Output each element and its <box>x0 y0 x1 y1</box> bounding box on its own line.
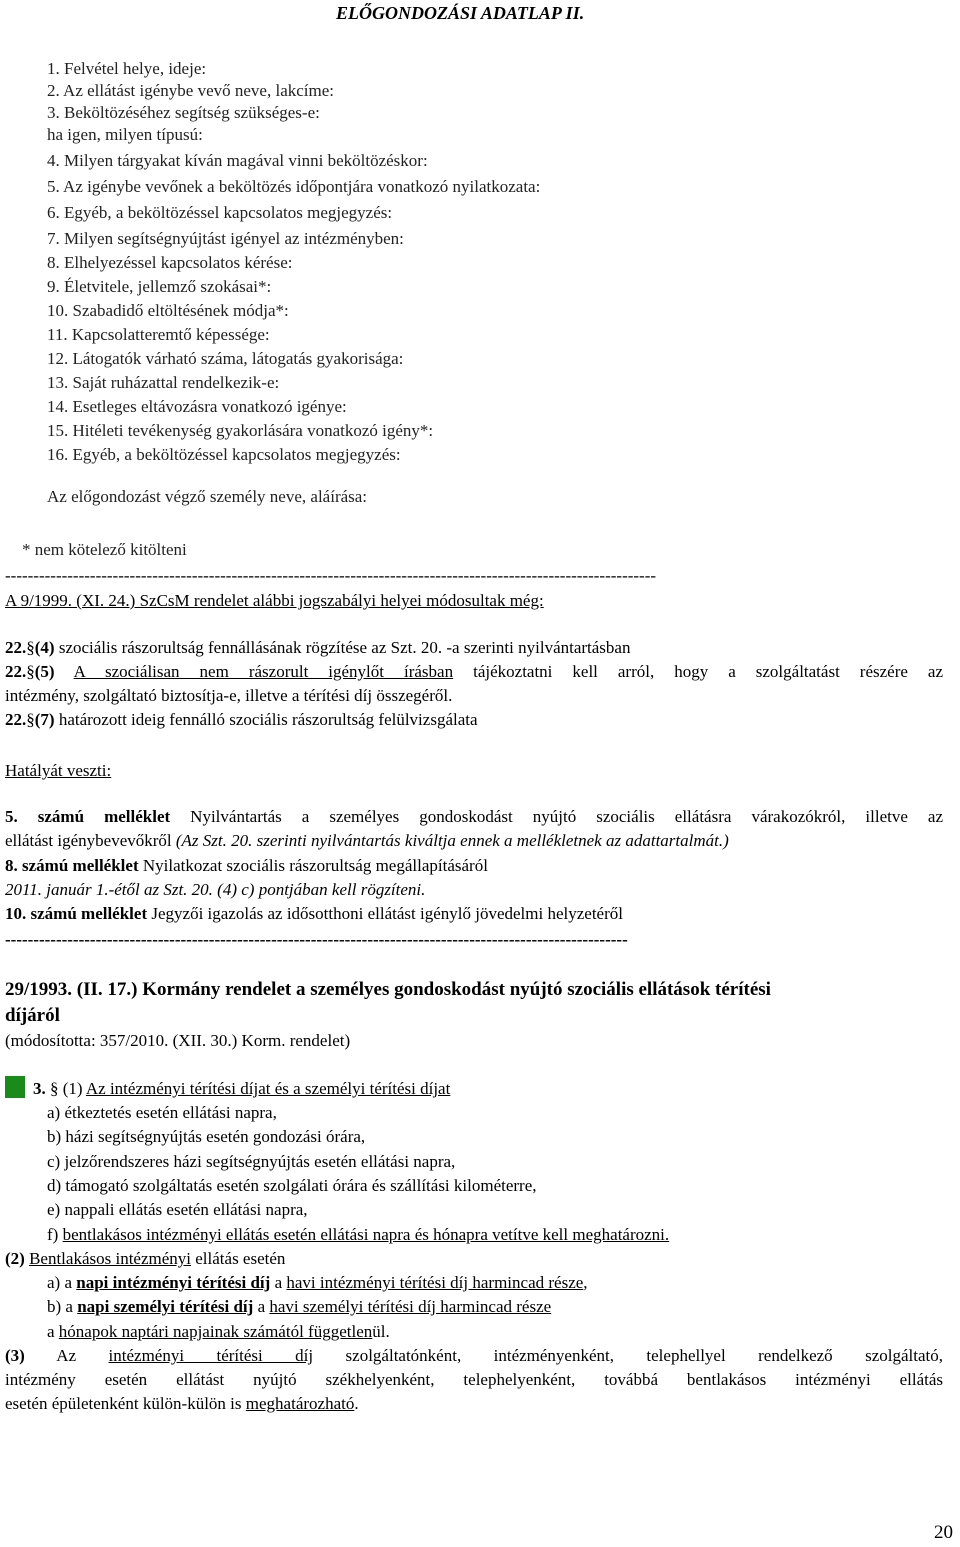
form-item: 2. Az ellátást igénybe vevő neve, lakcíme: <box>47 81 335 100</box>
para-num: 22. <box>5 710 27 729</box>
amend-22-4 <box>5 638 630 658</box>
link-determinable[interactable]: meghatározható <box>245 1394 355 1413</box>
section-marker-icon <box>5 1076 25 1098</box>
annex-8 <box>5 856 488 876</box>
item-end: , <box>583 1273 588 1292</box>
list-item: e) nappali ellátás esetén ellátási napra, <box>47 1200 308 1219</box>
form-item: 6. Egyéb, a beköltözéssel kapcsolatos megjegyzés: <box>47 203 393 222</box>
para-text: szociális rászorultság fennállásának rögzítése az Szt. 20. -a szerinti nyilvántartásban <box>54 638 631 657</box>
form-item: 11. Kapcsolatteremtő képessége: <box>47 325 270 344</box>
section-3-p3-line1 <box>5 1346 943 1366</box>
item-prefix: a <box>47 1322 59 1341</box>
para-sub: (1) <box>62 1079 83 1098</box>
section-sign: § <box>26 662 35 681</box>
item-mid: a <box>270 1273 287 1292</box>
link-daily-institutional-fee[interactable]: napi intézményi térítési díj <box>76 1273 271 1292</box>
form-item: 13. Saját ruházattal rendelkezik-e: <box>47 373 280 392</box>
link-fees[interactable]: Az intézményi térítési díjat és a személyi térítési díjat <box>85 1079 451 1098</box>
link-unqualified-applicant[interactable]: A szociálisan nem rászorult igénylőt írásban <box>73 662 454 681</box>
signature-line: Az előgondozást végző személy neve, aláírása: <box>47 487 368 506</box>
para-sub: (4) <box>34 638 55 657</box>
annex-text: Nyilvántartás a személyes gondoskodást nyújtó szociális ellátásra várakozókról, illetve az <box>170 807 943 826</box>
item-mid: a <box>253 1297 270 1316</box>
annex-text: Nyilatkozat szociális rászorultság megállapításáról <box>138 856 488 875</box>
repeal-heading: Hatályát veszti: <box>5 761 112 780</box>
annex-label: 8. számú melléklet <box>5 856 139 875</box>
space: Az <box>24 1346 109 1365</box>
amend-heading: A 9/1999. (XI. 24.) SzCsM rendelet alábbi jogszabályi helyei módosultak még: <box>5 591 544 610</box>
para-sub: (3) <box>5 1346 25 1365</box>
footnote: * nem kötelező kitölteni <box>22 540 187 559</box>
list-item: a) étkeztetés esetén ellátási napra, <box>47 1103 277 1122</box>
amend-22-5-line2: intézmény, szolgáltató biztosítja-e, illetve a térítési díj összegéről. <box>5 686 453 705</box>
form-item: 14. Esetleges eltávozásra vonatkozó igénye: <box>47 397 347 416</box>
decree-amended: (módosította: 357/2010. (XII. 30.) Korm. rendelet) <box>5 1031 351 1050</box>
form-item: 8. Elhelyezéssel kapcsolatos kérése: <box>47 253 293 272</box>
annex-label: 10. számú melléklet <box>5 904 148 923</box>
para-end: . <box>354 1394 359 1413</box>
list-item: d) támogató szolgáltatás esetén szolgálati órára és szállítási kilométerre, <box>47 1176 537 1195</box>
form-item: 10. Szabadidő eltöltésének módja*: <box>47 301 289 320</box>
annex-note: (Az Szt. 20. szerinti nyilvántartás kiváltja ennek a mellékletnek az adattartalmát.) <box>175 831 729 850</box>
list-item <box>47 1225 669 1245</box>
item-end: ül. <box>372 1322 390 1341</box>
form-item: 5. Az igénybe vevőnek a beköltözés időpontjára vonatkozó nyilatkozata: <box>47 177 541 196</box>
form-item: ha igen, milyen típusú: <box>47 125 203 144</box>
section-3-p1 <box>33 1079 450 1099</box>
space <box>55 662 74 681</box>
para-text: határozott ideig fennálló szociális rászorultság felülvizsgálata <box>54 710 478 729</box>
form-item: 12. Látogatók várható száma, látogatás gyakorisága: <box>47 349 404 368</box>
section-sign: § <box>26 710 35 729</box>
list-item: b) házi segítségnyújtás esetén gondozási órára, <box>47 1127 366 1146</box>
link-residential-institution[interactable]: Bentlakásos intézményi <box>29 1249 192 1268</box>
para-text: ellátás esetén <box>191 1249 286 1268</box>
section-3-p2a <box>47 1273 588 1293</box>
item-prefix: f) <box>47 1225 63 1244</box>
annex-10 <box>5 904 623 924</box>
form-item: 3. Beköltözéséhez segítség szükséges-e: <box>47 103 320 122</box>
annex-text: Jegyzői igazolás az idősotthoni ellátást igénylő jövedelmi helyzetéről <box>147 904 623 923</box>
section-sign: § <box>26 638 35 657</box>
section-3-p3-line2: intézmény esetén ellátást nyújtó székhelyenként, telephelyenként, továbbá bentlakásos intézményi ellátás <box>5 1370 943 1389</box>
section-3-p2c <box>47 1322 390 1342</box>
section-num: 3. <box>33 1079 50 1098</box>
link-calendar-days[interactable]: hónapok naptári napjainak számától független <box>58 1322 373 1341</box>
annex-8-note: 2011. január 1.-étől az Szt. 20. (4) c) pontjában kell rögzíteni. <box>5 880 426 899</box>
link-residential[interactable]: bentlakásos intézményi ellátás esetén ellátási napra és hónapra vetítve kell meghatározni. <box>62 1225 670 1244</box>
annex-5-line2 <box>5 831 729 851</box>
para-text: esetén épületenként külön-külön is <box>5 1394 246 1413</box>
item-prefix: b) a <box>47 1297 78 1316</box>
form-item: 7. Milyen segítségnyújtást igényel az intézményben: <box>47 229 404 248</box>
section-3-p3-line3 <box>5 1394 359 1414</box>
section-sign: § <box>50 1079 59 1098</box>
para-sub: (5) <box>34 662 55 681</box>
list-item: c) jelzőrendszeres házi segítségnyújtás esetén ellátási napra, <box>47 1152 456 1171</box>
section-3-p2b <box>47 1297 551 1317</box>
annex-text: ellátást igénybevevőkről <box>5 831 176 850</box>
separator: -------------------------------------------------------------------------------------------------------------- <box>5 930 628 949</box>
form-item: 4. Milyen tárgyakat kíván magával vinni beköltözéskor: <box>47 151 428 170</box>
form-item: 1. Felvétel helye, ideje: <box>47 59 207 78</box>
section-3-p2 <box>5 1249 285 1269</box>
form-item: 15. Hitéleti tevékenység gyakorlására vonatkozó igény*: <box>47 421 434 440</box>
page-title: ELŐGONDOZÁSI ADATLAP II. <box>336 3 585 23</box>
annex-5-line1 <box>5 807 943 827</box>
para-num: 22. <box>5 638 27 657</box>
para-sub: (2) <box>5 1249 25 1268</box>
para-sub: (7) <box>34 710 55 729</box>
link-institutional-fee[interactable]: intézményi térítési díj <box>108 1346 314 1365</box>
page-number: 20 <box>934 1522 953 1543</box>
link-monthly-personal-fee[interactable]: havi személyi térítési díj harmincad része <box>269 1297 552 1316</box>
para-text: szolgáltatónként, intézményenként, telephellyel rendelkező szolgáltató, <box>313 1346 943 1365</box>
amend-22-7 <box>5 710 478 730</box>
link-daily-personal-fee[interactable]: napi személyi térítési díj <box>77 1297 254 1316</box>
link-monthly-institutional-fee[interactable]: havi intézményi térítési díj harmincad része <box>286 1273 584 1292</box>
annex-label: 5. számú melléklet <box>5 807 171 826</box>
decree-title-line1: 29/1993. (II. 17.) Kormány rendelet a személyes gondoskodást nyújtó szociális ellátások térítési <box>5 979 771 1000</box>
amend-22-5-line1 <box>5 662 943 682</box>
item-prefix: a) a <box>47 1273 77 1292</box>
para-num: 22. <box>5 662 27 681</box>
para-text: tájékoztatni kell arról, hogy a szolgáltatást részére az <box>453 662 943 681</box>
form-item: 16. Egyéb, a beköltözéssel kapcsolatos megjegyzés: <box>47 445 401 464</box>
form-item: 9. Életvitele, jellemző szokásai*: <box>47 277 272 296</box>
decree-title-line2: díjáról <box>5 1005 60 1026</box>
separator: ------------------------------------------------------------------------------------------------------------------- <box>5 566 657 585</box>
